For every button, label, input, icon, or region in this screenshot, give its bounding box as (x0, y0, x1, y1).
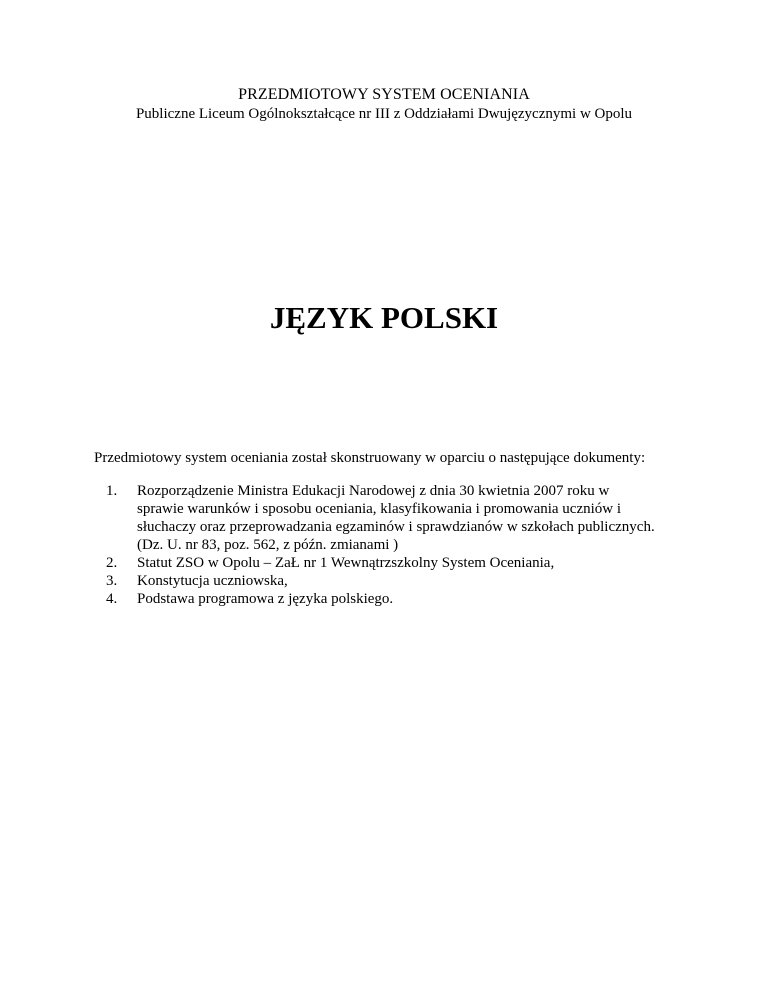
list-item-number: 1. (106, 483, 118, 499)
list-item-line: Podstawa programowa z języka polskiego. (137, 591, 394, 607)
school-name: Publiczne Liceum Ogólnokształcące nr III z Oddziałami Dwujęzycznymi w Opolu (135, 106, 633, 122)
list-item-line: Statut ZSO w Opolu – ZaŁ nr 1 Wewnątrzszkolny System Oceniania, (137, 555, 555, 571)
list-item-line: Rozporządzenie Ministra Edukacji Narodowej z dnia 30 kwietnia 2007 roku w (137, 483, 610, 499)
list-item (106, 554, 686, 572)
list-item-number: 2. (106, 555, 118, 571)
list-item (106, 590, 686, 608)
list-item-number: 4. (106, 591, 118, 607)
list-item-line: sprawie warunków i sposobu oceniania, klasyfikowania i promowania uczniów i (137, 501, 622, 517)
intro-paragraph: Przedmiotowy system oceniania został skonstruowany w oparciu o następujące dokumenty: (94, 450, 646, 466)
subject-title: JĘZYK POLSKI (269, 300, 499, 335)
list-item-line: Konstytucja uczniowska, (137, 573, 288, 589)
documents-list (106, 482, 686, 608)
list-item-line: słuchaczy oraz przeprowadzania egzaminów i sprawdzianów w szkołach publicznych. (137, 519, 655, 535)
list-item (106, 572, 686, 590)
list-item-number: 3. (106, 573, 118, 589)
list-item (106, 482, 686, 554)
list-item-line: (Dz. U. nr 83, poz. 562, z późn. zmianami ) (137, 537, 399, 553)
document-header-title: PRZEDMIOTOWY SYSTEM OCENIANIA (238, 86, 530, 103)
